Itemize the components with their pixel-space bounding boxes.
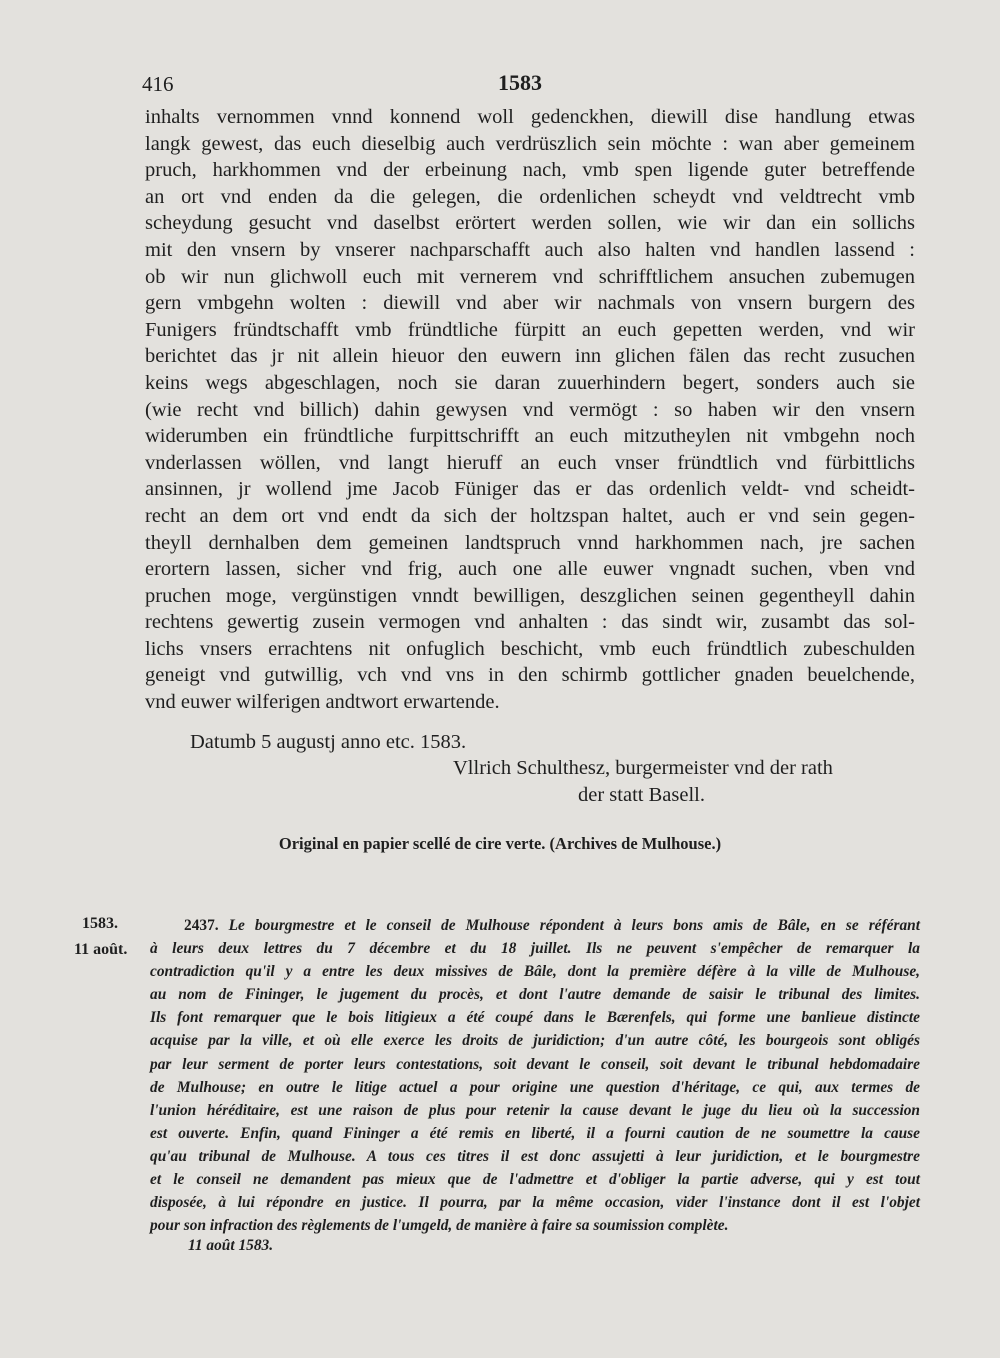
- running-head-year: 1583: [498, 70, 542, 95]
- letter-signature-city: der statt Basell.: [578, 784, 705, 806]
- entry-number: 2437.: [184, 917, 219, 934]
- letter-line: pruch, harkhommen vnd der erbeinung nach, vmb spen ligende guter betreffende: [145, 159, 915, 182]
- entry-line: acquise par la ville, et où elle exerce les droits de juridiction; d'un autre côté, les bourgeois sont obligés: [150, 1032, 920, 1050]
- letter-line: Funigers fründtschafft vmb fründtliche fürpitt an euch gepetten werden, vnd wir: [145, 318, 915, 341]
- letter-line: theyll dernhalben dem gemeinen landtspruch vnnd harkhommen nach, jre sachen: [145, 531, 915, 554]
- source-note: Original en papier scellé de cire verte. (Archives de Mulhouse.): [278, 834, 722, 853]
- entry-date: 11 août 1583.: [188, 1237, 274, 1254]
- letter-line: langk gewest, das euch dieselbig auch verdrüszlich sein möchte : wan aber gemeinem: [145, 132, 915, 155]
- entry-line: au nom de Fininger, le jugement du procès, et dont l'autre demande de saisir le tribunal des limites.: [150, 986, 920, 1004]
- page-number: 416: [142, 72, 174, 96]
- letter-line: keins wegs abgeschlagen, noch sie daran zuuerhindern begert, sonders auch sie: [145, 371, 915, 394]
- letter-line: geneigt vnd gutwillig, vch vnd vns in den schirmb gottlicher gnaden beuelchende,: [145, 664, 915, 687]
- entry-summary: [150, 914, 920, 1237]
- letter-line: erortern lassen, sicher vnd frig, auch one alle euwer vngnadt suchen, vben vnd: [145, 558, 915, 581]
- entry-line: pour son infraction des règlements de l'umgeld, de manière à faire sa soumission complète.: [150, 1217, 729, 1235]
- entry-line: disposée, à lui répondre en justice. Il pourra, par la même occasion, vider l'instance dont il est l'objet: [150, 1194, 920, 1212]
- entry-line: et le conseil ne demandent pas mieux que de l'admettre et d'obliger la partie adverse, qui y est tout: [150, 1171, 920, 1189]
- letter-line: inhalts vernommen vnnd konnend woll gedenckhen, diewill dise handlung etwas: [145, 106, 915, 128]
- margin-date: 11 août.: [74, 941, 128, 958]
- entry-line: par leur serment de porter leurs contestations, soit devant le conseil, soit devant le tribunal hebdomadaire: [150, 1055, 920, 1073]
- letter-line: an ort vnd enden da die gelegen, die ordenlichen scheydt vnd veldtrecht vmb: [145, 185, 915, 208]
- entry-line: est ouverte. Enfin, quand Fininger a été remis en liberté, il a fourni caution de ne soumettre la cause: [150, 1124, 920, 1142]
- entry-first-line-text: Le bourgmestre et le conseil de Mulhouse répondent à leurs bons amis de Bâle, en se référant: [228, 917, 920, 934]
- letter-line: vnd euwer wilferigen andtwort erwartende.: [145, 691, 500, 714]
- entry-line: qu'au tribunal de Mulhouse. A tous ces titres il est donc assujetti à leur juridiction, et le bourgmestre: [150, 1147, 920, 1165]
- letter-line: ob wir nun glichwoll euch mit vernerem vnd schrifftlichem ansuchen zubemugen: [145, 265, 915, 288]
- entry-line: contradiction qu'il y a entre les deux missives de Bâle, dont la première défère à la ville de Mulhouse,: [150, 963, 920, 981]
- letter-signature: Vllrich Schulthesz, burgermeister vnd der rath: [453, 757, 833, 779]
- entry-line: de Mulhouse; en outre le litige actuel a pour origine une question d'héritage, ce qui, aux termes de: [150, 1078, 920, 1096]
- letter-line: pruchen moge, vergünstigen vnndt bewilligen, deszglichen seinen gegentheyll dahin: [145, 584, 915, 607]
- entry-line: à leurs deux lettres du 7 décembre et du 18 juillet. Ils ne peuvent s'empêcher de remarquer la: [150, 940, 920, 958]
- letter-line: ansinnen, jr wollend jme Jacob Füniger das er das ordenlich veldt- vnd scheidt-: [145, 478, 915, 501]
- margin-year: 1583.: [82, 915, 118, 932]
- letter-line: lichs vnsers errachtens nit onfuglich beschicht, vmb euch fründtlich zubeschulden: [145, 637, 915, 660]
- entry-line: l'union héréditaire, est une raison de plus pour retenir la cause devant le juge du lieu où la succession: [150, 1101, 920, 1119]
- letter-line: rechtens gewertig zusein vermogen vnd anhalten : das sindt wir, zusambt das sol-: [145, 611, 915, 634]
- letter-line: scheydung gesucht vnd daselbst erörtert werden sollen, wie wir dan ein sollichs: [145, 212, 915, 235]
- entry-line: Ils font remarquer que le bois litigieux a été coupé dans le Bærenfels, qui forme une banlieue distincte: [150, 1009, 920, 1027]
- letter-line: berichtet das jr nit allein hieuor den euwern inn glichen fälen das recht zusuchen: [145, 345, 915, 368]
- letter-line: vnderlassen wöllen, vnd langt hieruff an euch vnser fründtlich vnd fürbittlichs: [145, 451, 915, 474]
- entry-first-line: [150, 914, 920, 937]
- letter-line: mit den vnsern by vnserer nachparschafft auch also halten vnd handlen lassend :: [145, 238, 915, 261]
- letter-line: widerumben ein fründtliche furpittschrifft an euch mitzutheylen nit vmbgehn noch: [145, 425, 915, 448]
- letter-dating: Datumb 5 augustj anno etc. 1583.: [190, 731, 467, 753]
- letter-line: (wie recht vnd billich) dahin gewysen vnd vermögt : so haben wir den vnsern: [145, 398, 915, 421]
- letter-line: gern vmbgehn wolten : diewill vnd aber wir nachmals von vnsern burgern des: [145, 292, 915, 315]
- letter-line: recht an dem ort vnd endt da sich der holtzspan haltet, auch er vnd sein gegen-: [145, 504, 915, 527]
- letter-body: [145, 104, 915, 716]
